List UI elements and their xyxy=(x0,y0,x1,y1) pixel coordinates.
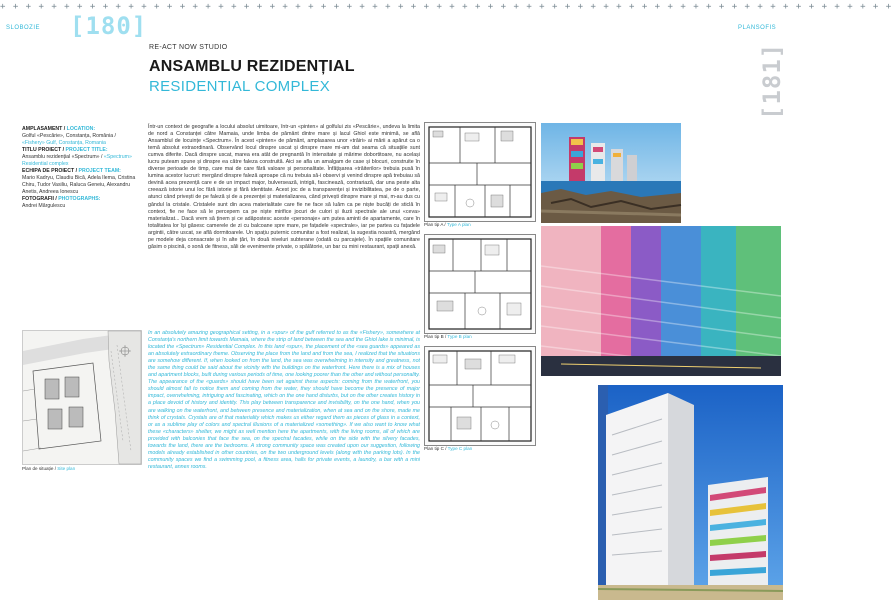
header-cross-pattern: + + + + + + + + + + + + + + + + + + + + + + + + + + + + + + + + + + + + + + + + + + + + + + + + + + + + + + + + + + + + + + + + + + + + + + xyxy=(0,2,892,12)
body-text-en: In an absolutely amazing geographical setting, in a «spur» of the gulf referred to as the «Fishery», somewhere at Constanța's northern limit towards Mamaia, where the strip of land between the sea and the Ghiol lake is minimal, is located the «Spectrum» Residential Complex. In this land «spur», the placement of the «sea guards» appeared as an absolutely extraordinary theme. Observing the place from the land and from the sea, I realized that the situations are somehow different. If, when looked on from the land, the sea was overwhelming in intensity and greatness, not the same thing could be said about the vicinity with the buildings on the waterfront. Here there is a mix of houses and apartment blocks, built during various periods of time, one looking poorer than the other and without personality. The appearance of the «guards» should have been set against these aspects: coming from the waterfront, you should almost fail to notice them and coming from the water, they should have become the presence of major impact, overwhelming, intriguing and fascinating, which on the one hand disturbs, but on the other creates history in a place devoid of history and identity. This play between transparence and invisibility, on the one hand, when you are walking on the waterfront, and between presence and materialization, when at sea and on the shore, made me think of crystals. Crystals are of that materiality which makes us either regard them as pieces of glass in a context, or as a sublime play of colors and spectral illusions of a materialized «something». If we also want to know what these «characters» shelter, we might as well mention here the apartments, with the living rooms, all of which are provided with balconies that face the sea, on the spectral facades, while on the side with the silvery facades, towards the land, there are the bedrooms. A strong community space was created upon our suggestion, following models already established in other countries, on the two underground levels (along with the parking lots). In the community spaces we find a swimming pool, a fitness area, halls for private events, a laundry, a bar with a mini restaurant, annex rooms. xyxy=(148,330,420,470)
section-label-left: SLOBOZIE xyxy=(6,25,41,31)
photo-label-en: PHOTOGRAPHS: xyxy=(58,196,101,202)
photo-label-ro: FOTOGRAFII / xyxy=(22,196,59,202)
photo-tower-blue-sky xyxy=(598,385,783,600)
site-plan-image xyxy=(22,330,142,465)
project-credits xyxy=(22,126,140,210)
floor-plan-a-drawing xyxy=(425,123,535,221)
page-number-left: [180] xyxy=(70,12,148,40)
location-label-ro: AMPLASAMENT / xyxy=(22,126,67,132)
floor-plan-type-c xyxy=(424,346,536,446)
site-plan-caption-en: Site plan xyxy=(57,466,76,471)
plan-c-caption xyxy=(424,446,472,451)
article-title-ro: ANSAMBLU REZIDENȚIAL xyxy=(149,58,355,75)
project-title-en: «Spectrum» Residential complex xyxy=(22,154,132,167)
floor-plan-c-drawing xyxy=(425,347,535,445)
project-title-ro: Ansamblu rezidențial «Spectrum» / xyxy=(22,154,104,160)
photo-facade-night-image xyxy=(541,226,781,376)
photo-towers-seaside xyxy=(541,123,681,223)
page-number-right: [181] xyxy=(758,42,786,120)
location-ro: Golful «Pescărie», Constanța, România / xyxy=(22,133,117,139)
photographer: Andrei Mărgulescu xyxy=(22,203,66,209)
body-text-ro: Într-un context de geografie a locului absolut uimitoare, într-un «pinten» al golfului zis «Pescărie», undeva la limita de nord a Constanței către Mamaia, unde limba de pământ dintre mare și lacul Ghiol este minimă, se află Ansamblul de locuințe «Spectrum». În acest «pinten» de pământ, amplasarea unor «trăiri» ai mării a apărut ca o temă absolut extraordinară. Observând locul dinspre uscat și dinspre mare mi-am dat seama că situațiile sunt cumva diferite. Dacă dinspre uscat, marea era atât de pregnantă în intensitate și mărime dobortitoare, nu același lucru puteam spune și dinspre ea către faleza construită. Aici se afla un amalgam de case și blocuri, construite în diverse perioade de timp, care mai de care fără valoare și personalitate. Înfățișarea «trăiterilor» trebuia pusă în lumina acestor lucruri: mergând dinspre faleză aproape că nu trebuia să-i observi și venind dinspre apă trebuiau să devină acea prezență care e de un impact major, bulversează, intrigă, fascinează, contrariază, dar una peste alta creează istorie unui loc fără istorie și fără identitate. Acest joc de a transparenței și invizibilitatea, pe de o parte, atunci când privești de pe faleză și de a prezenței și materializarea, când privești dinspre mare și mai, m-au dus cu gândul la cristale. Cristalele sunt din acea materialitate care fie ne face să luăm ca pe niște bucăți de sticlă în context, fie ne face să le percepem ca pe niște mirifice jocuri de culori și iluzii spectrale ale unui «ceva» materializat... Dacă vrem să ținem și ce adăpostesc aceste «personaje» am putea aminti de apartamente, care în totalitatea lor își găsesc camerele de zi cu balcoane spre mare, pe fațadele «spectrale», iar pe partea cu fațadele argintii, către uscat, se află dormitoarele. Un spațiu puternic comunitar a fost realizat, la sugestia noastră, mergând pe modele deja consacrate și în alte țări, în două niveluri subterane (odată cu parcajele). În spațiile comunitare găsim o piscină, o sonă de fitness, săli de evenimente private, o spălătorie, un bar cu mini restaurant, spații anexă. xyxy=(148,124,420,250)
section-label-right: PLANSOFIS xyxy=(738,25,777,31)
photo-towers-seaside-image xyxy=(541,123,681,223)
plan-c-caption-en: Type C plan xyxy=(447,446,473,451)
plan-b-caption xyxy=(424,334,472,339)
floor-plan-type-b xyxy=(424,234,536,334)
floor-plan-b-drawing xyxy=(425,235,535,333)
studio-name: RE-ACT NOW STUDIO xyxy=(149,44,228,51)
team-members: Mario Kadryu, Claudiu Bică, Adela Ilema, Cristina Chiru, Tudor Vasiliu, Raluca Geneiu, Alexandru Anetis, Andreea Ionescu xyxy=(22,175,136,195)
site-plan-caption-ro: Plan de situație / xyxy=(22,466,58,471)
plan-a-caption-en: Type A plan xyxy=(446,222,471,227)
floor-plan-type-a xyxy=(424,122,536,222)
photo-facade-night xyxy=(541,226,781,376)
plan-c-caption-ro: Plan tip C / xyxy=(424,446,448,451)
page-number-right-container xyxy=(754,42,788,120)
plan-b-caption-en: Type B plan xyxy=(447,334,472,339)
team-label-en: PROJECT TEAM: xyxy=(78,168,121,174)
title-label-en: PROJECT TITLE: xyxy=(65,147,108,153)
plan-b-caption-ro: Plan tip B / xyxy=(424,334,448,339)
site-plan-drawing xyxy=(23,331,141,464)
location-en: «Fishery» Gulf, Constanța, Romania xyxy=(22,140,106,146)
plan-a-caption xyxy=(424,222,471,227)
article-title-en: RESIDENTIAL COMPLEX xyxy=(149,78,331,95)
plan-a-caption-ro: Plan tip A / xyxy=(424,222,447,227)
site-plan-caption xyxy=(22,466,75,471)
title-label-ro: TITLU PROIECT / xyxy=(22,147,66,153)
team-label-ro: ECHIPA DE PROIECT / xyxy=(22,168,79,174)
location-label-en: LOCATION: xyxy=(66,126,96,132)
photo-tower-blue-sky-image xyxy=(598,385,783,600)
